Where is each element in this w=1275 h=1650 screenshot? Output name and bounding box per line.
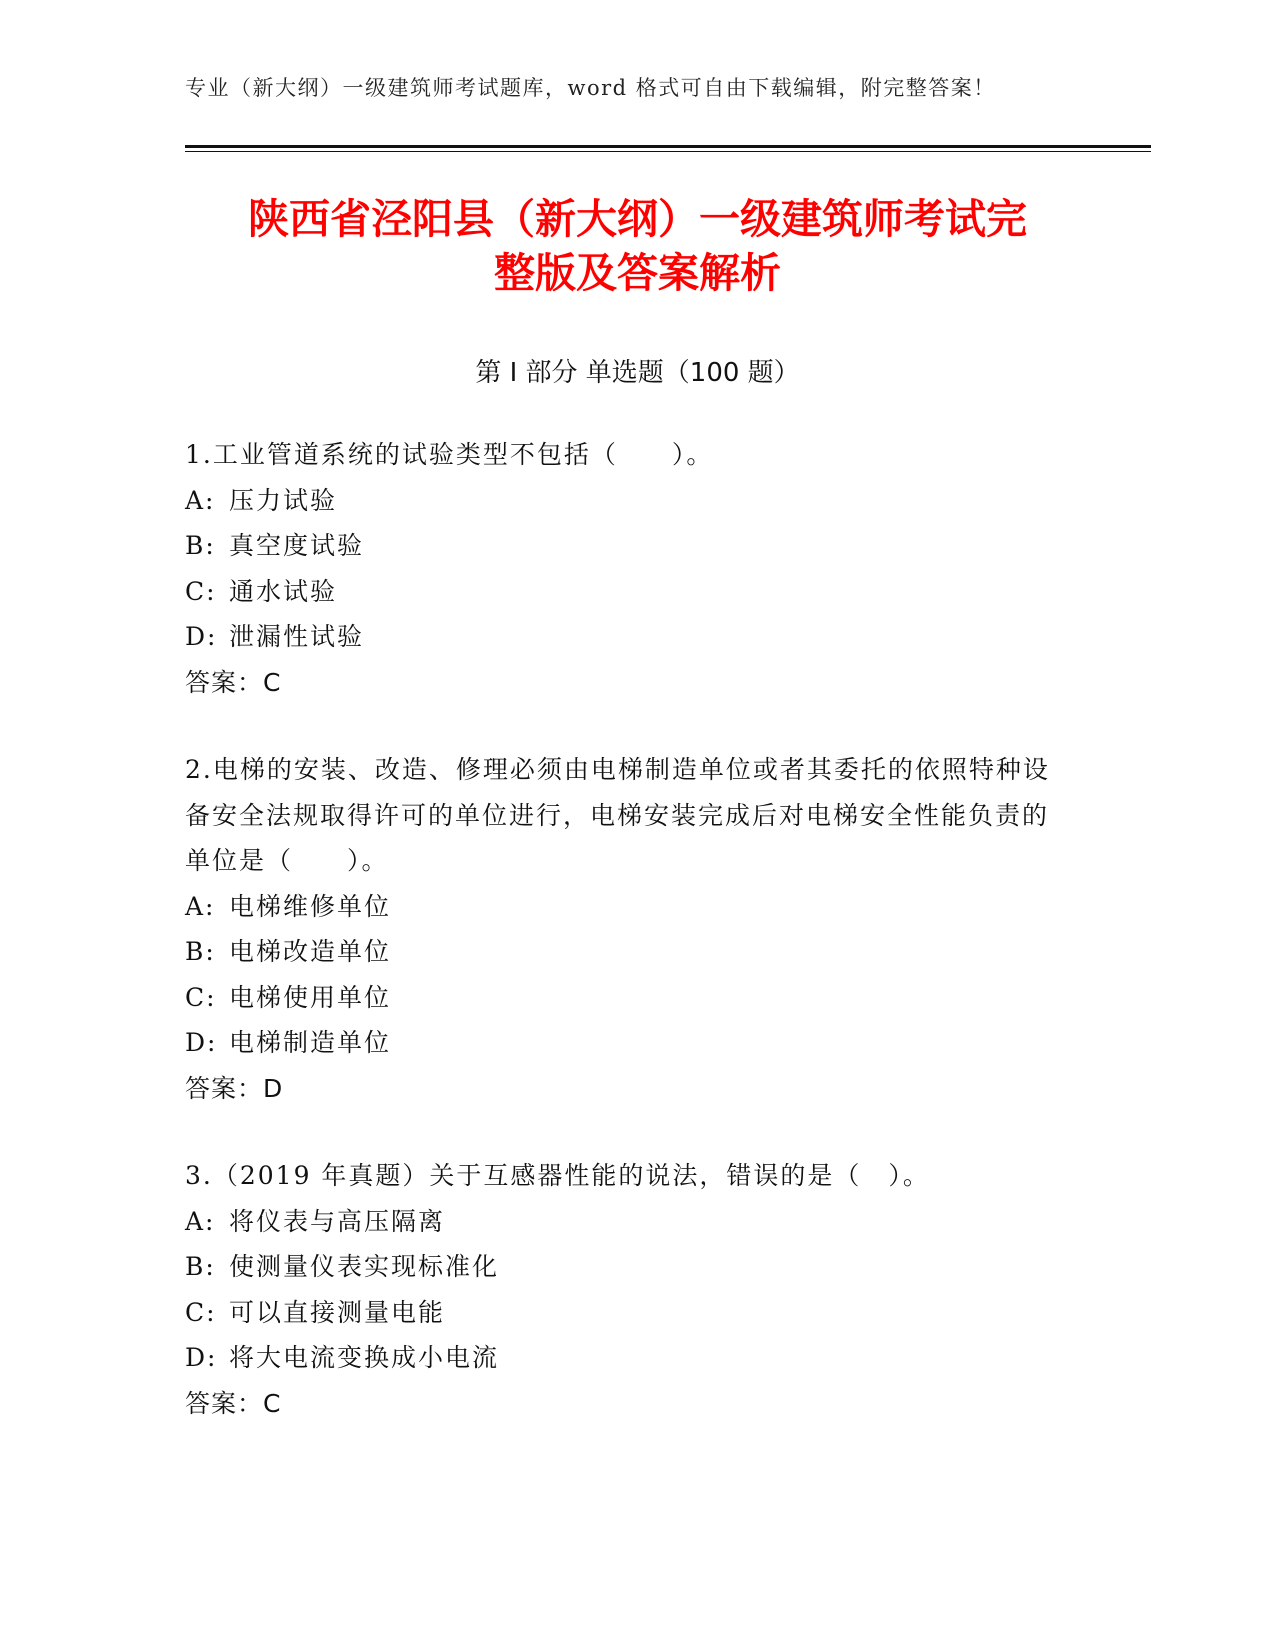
option-text: 泄漏性试验	[229, 622, 365, 651]
option-text: 压力试验	[229, 485, 338, 515]
question-3	[185, 1153, 1065, 1426]
option-text: 电梯维修单位	[229, 891, 392, 921]
question-1	[185, 432, 1065, 705]
option-letter: C:	[185, 1297, 217, 1327]
option-text: 通水试验	[229, 576, 338, 606]
header-rule-thin	[185, 151, 1151, 152]
option-c	[185, 975, 1065, 1021]
option-b	[185, 1244, 1065, 1290]
document-title-line-2: 整版及答案解析	[494, 249, 781, 297]
option-c	[185, 569, 1065, 615]
answer-line: 答案：C	[185, 1388, 282, 1418]
option-d	[185, 614, 1065, 660]
answer-line: 答案：D	[185, 1073, 284, 1103]
question-stem: 1.工业管道系统的试验类型不包括（ ）。	[185, 440, 714, 469]
option-text: 电梯制造单位	[229, 1028, 392, 1057]
option-c	[185, 1290, 1065, 1336]
option-letter: B:	[185, 531, 216, 560]
option-a	[185, 478, 1065, 524]
header-note: 专业（新大纲）一级建筑师考试题库，word 格式可自由下载编辑，附完整答案！	[185, 76, 996, 100]
option-text: 可以直接测量电能	[229, 1297, 446, 1327]
option-text: 电梯改造单位	[229, 937, 392, 966]
option-text: 电梯使用单位	[229, 982, 392, 1012]
option-letter: B:	[185, 937, 216, 966]
option-a	[185, 1199, 1065, 1245]
option-d	[185, 1020, 1065, 1066]
option-letter: D:	[185, 1028, 218, 1057]
option-letter: D:	[185, 622, 218, 651]
option-a	[185, 884, 1065, 930]
option-b	[185, 523, 1065, 569]
answer-line: 答案：C	[185, 667, 282, 697]
option-letter: B:	[185, 1252, 216, 1281]
option-text: 使测量仪表实现标准化	[229, 1252, 500, 1281]
option-d	[185, 1335, 1065, 1381]
option-letter: A:	[185, 1206, 216, 1236]
document-title	[160, 192, 1115, 300]
option-letter: C:	[185, 576, 217, 606]
option-text: 将大电流变换成小电流	[229, 1343, 500, 1372]
question-list	[185, 432, 1065, 1468]
option-text: 将仪表与高压隔离	[229, 1206, 446, 1236]
option-text: 真空度试验	[229, 531, 365, 560]
question-stem: 3.（2019 年真题）关于互感器性能的说法，错误的是（ ）。	[185, 1161, 930, 1190]
question-2	[185, 747, 1065, 1111]
question-stem: 2.电梯的安装、改造、修理必须由电梯制造单位或者其委托的依照特种设备安全法规取得许可的单位进行，电梯安装完成后对电梯安全性能负责的单位是（ ）。	[185, 755, 1050, 875]
header-rule-thick	[185, 145, 1151, 148]
option-letter: C:	[185, 982, 217, 1012]
option-letter: A:	[185, 891, 216, 921]
option-letter: A:	[185, 485, 216, 515]
section-title: 第 I 部分 单选题（100 题）	[475, 358, 800, 388]
option-b	[185, 929, 1065, 975]
document-title-line-1: 陕西省泾阳县（新大纲）一级建筑师考试完	[248, 195, 1027, 243]
option-letter: D:	[185, 1343, 218, 1372]
